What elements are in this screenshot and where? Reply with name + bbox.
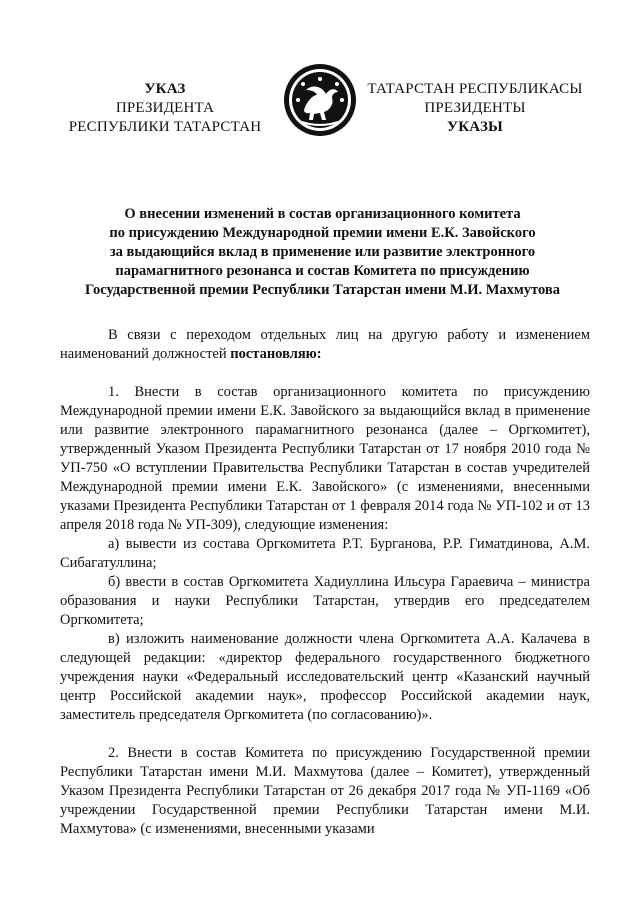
header-left-line2: ПРЕЗИДЕНТА <box>115 100 215 116</box>
header-right-line1: ТАТАРСТАН РЕСПУБЛИКАСЫ <box>367 81 583 97</box>
header-right-line3: УКАЗЫ <box>447 119 503 135</box>
title-line3: за выдающийся вклад в применение или развитие электронного <box>109 244 536 260</box>
header-right <box>360 80 590 137</box>
header-left-line3: РЕСПУБЛИКИ ТАТАРСТАН <box>68 119 262 135</box>
title-line4: парамагнитного резонанса и состав Комитета по присуждению <box>115 263 530 279</box>
item-2: 2. Внести в состав Комитета по присуждению Государственной премии Республики Татарстан имени М.И. Махмутова (далее – Комитет), утвержденный Указом Президента Республики Татарстан от 26 декабря 2017 года № УП-1169 «Об учреждении Государственной премии Республики Татарстан имени М.И. Махмутова» (с изменениями, внесенными указами <box>60 745 590 837</box>
decree-body <box>60 326 590 839</box>
decree-title <box>50 205 595 300</box>
intro-paragraph <box>60 326 590 364</box>
tatarstan-coat-of-arms-icon <box>282 62 358 138</box>
item-1: 1. Внести в состав организационного комитета по присуждению Международной премии имени Е.К. Завойского за выдающийся вклад в применение или развитие электронного парамагнитного резонанса (далее – Оргкомитет), утвержденный Указом Президента Республики Татарстан от 17 ноября 2010 года № УП-750 «О вступлении Правительства Республики Татарстан в состав учредителей Международной премии имени Е.К. Завойского» (с изменениями, внесенными указами Президента Республики Татарстан от 1 февраля 2014 года № УП-102 и от 13 апреля 2018 года № УП-309), следующие изменения: <box>60 384 590 533</box>
header-left-line1: УКАЗ <box>144 81 186 97</box>
intro-bold: постановляю: <box>230 346 322 362</box>
item-1b: б) ввести в состав Оргкомитета Хадиуллина Ильсура Гараевича – министра образования и науки Республики Татарстан, утвердив его председателем Оргкомитета; <box>60 574 590 628</box>
header-right-line2: ПРЕЗИДЕНТЫ <box>424 100 526 116</box>
item-1c: в) изложить наименование должности члена Оргкомитета А.А. Калачева в следующей редакции: «директор федерального государственного бюджетного учреждения науки «Федеральный исследовательский центр «Казанский научный центр Российской академии наук», профессор Российской академии наук, заместитель председателя Оргкомитета (по согласованию)». <box>60 631 590 723</box>
title-line1: О внесении изменений в состав организационного комитета <box>124 206 521 222</box>
item-1a: а) вывести из состава Оргкомитета Р.Т. Бурганова, Р.Р. Гиматдинова, А.М. Сибагатуллина; <box>60 536 590 571</box>
title-line5: Государственной премии Республики Татарстан имени М.И. Махмутова <box>85 282 560 298</box>
header-left <box>60 80 270 137</box>
intro-text: В связи с переходом отдельных лиц на другую работу и изменением наименований должностей <box>60 327 590 362</box>
title-line2: по присуждению Международной премии имени Е.К. Завойского <box>109 225 536 241</box>
